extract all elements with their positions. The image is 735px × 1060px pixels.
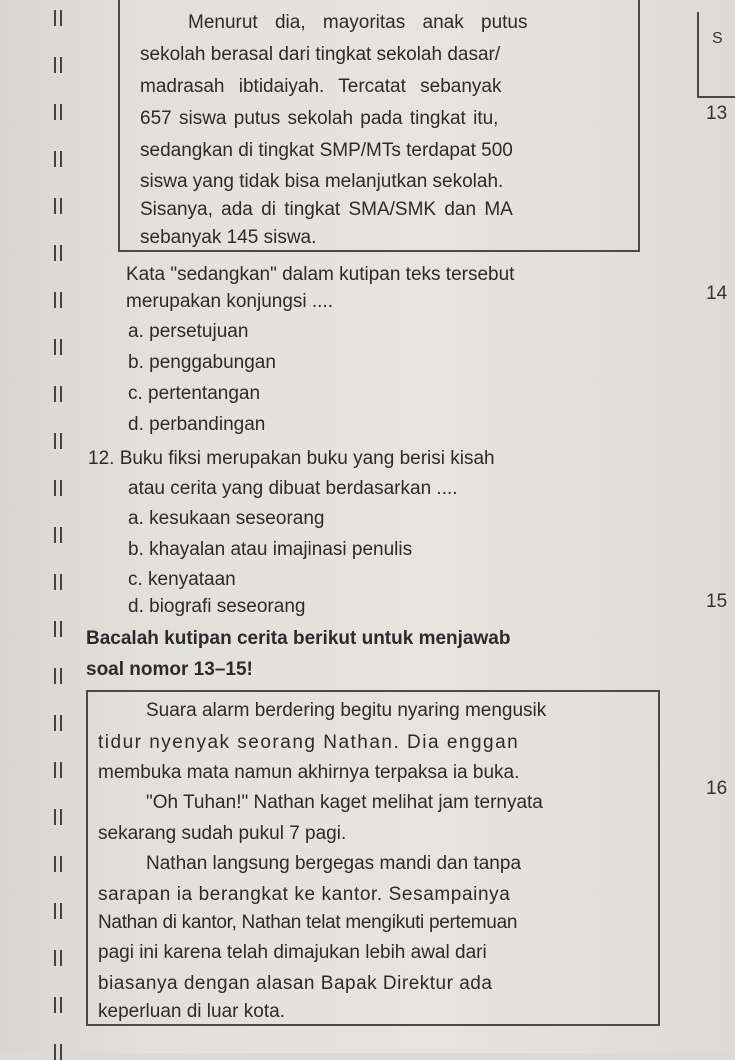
passage2-line: membuka mata namun akhirnya terpaksa ia buka.	[98, 762, 520, 783]
q11-option-d: d. perbandingan	[128, 414, 266, 435]
binding-mark	[54, 151, 62, 167]
binding-mark	[54, 668, 62, 684]
passage2-line: keperluan di luar kota.	[98, 1001, 285, 1022]
next-column-box	[697, 12, 735, 98]
passage1-line: siswa yang tidak bisa melanjutkan sekolah.	[140, 171, 504, 192]
q12-stem: 12. Buku fiksi merupakan buku yang berisi kisah	[88, 448, 495, 469]
binding-mark	[54, 292, 62, 308]
q11-stem: Kata "sedangkan" dalam kutipan teks tersebut	[126, 264, 515, 285]
passage2-line: sarapan ia berangkat ke kantor. Sesampainya	[98, 884, 511, 905]
binding-mark	[54, 997, 62, 1013]
passage2-line: sekarang sudah pukul 7 pagi.	[98, 823, 347, 844]
binding-mark	[54, 574, 62, 590]
q12-stem: atau cerita yang dibuat berdasarkan ....	[128, 478, 458, 499]
q11-option-c: c. pertentangan	[128, 383, 261, 404]
instruction-text: Bacalah kutipan cerita berikut untuk menjawab	[86, 628, 511, 649]
q11-stem: merupakan konjungsi ....	[126, 291, 334, 312]
binding-mark	[54, 386, 62, 402]
question-number-13: 13	[706, 103, 728, 124]
passage2-line: Nathan langsung bergegas mandi dan tanpa	[146, 853, 522, 874]
binding-mark	[54, 480, 62, 496]
binding-mark	[54, 198, 62, 214]
binding-mark	[54, 856, 62, 872]
q11-option-b: b. penggabungan	[128, 352, 276, 373]
passage2-line: pagi ini karena telah dimajukan lebih awal dari	[98, 942, 487, 963]
question-number-16: 16	[706, 778, 728, 799]
passage2-line: Nathan di kantor, Nathan telat mengikuti pertemuan	[98, 912, 518, 933]
passage2-line: Suara alarm berdering begitu nyaring mengusik	[146, 700, 547, 721]
passage1-line: madrasah ibtidaiyah. Tercatat sebanyak	[140, 76, 502, 97]
question-number-15: 15	[706, 591, 728, 612]
spiral-binding	[54, 0, 62, 1053]
passage1-line: sedangkan di tingkat SMP/MTs terdapat 500	[140, 140, 513, 161]
q12-option-d: d. biografi seseorang	[128, 596, 306, 617]
q11-option-a: a. persetujuan	[128, 321, 249, 342]
passage2-line: tidur nyenyak seorang Nathan. Dia enggan	[98, 732, 520, 753]
q12-option-a: a. kesukaan seseorang	[128, 508, 325, 529]
binding-mark	[54, 433, 62, 449]
binding-mark	[54, 104, 62, 120]
binding-mark	[54, 245, 62, 261]
q12-option-c: c. kenyataan	[128, 569, 236, 590]
binding-mark	[54, 527, 62, 543]
passage1-line: Sisanya, ada di tingkat SMA/SMK dan MA	[140, 199, 513, 220]
binding-mark	[54, 621, 62, 637]
passage1-line: 657 siswa putus sekolah pada tingkat itu,	[140, 108, 499, 129]
next-column-letter: S	[712, 30, 723, 47]
binding-mark	[54, 1044, 62, 1060]
passage1-line: Menurut dia, mayoritas anak putus	[188, 12, 528, 33]
passage2-line: biasanya dengan alasan Bapak Direktur ada	[98, 973, 493, 994]
binding-mark	[54, 950, 62, 966]
binding-mark	[54, 715, 62, 731]
binding-mark	[54, 762, 62, 778]
binding-mark	[54, 57, 62, 73]
binding-mark	[54, 903, 62, 919]
binding-mark	[54, 10, 62, 26]
passage1-line: sebanyak 145 siswa.	[140, 227, 317, 248]
q12-option-b: b. khayalan atau imajinasi penulis	[128, 539, 413, 560]
passage1-line: sekolah berasal dari tingkat sekolah dasar/	[140, 44, 501, 65]
binding-mark	[54, 339, 62, 355]
binding-mark	[54, 809, 62, 825]
instruction-text: soal nomor 13–15!	[86, 659, 253, 680]
passage2-line: "Oh Tuhan!" Nathan kaget melihat jam ternyata	[146, 792, 543, 813]
question-number-14: 14	[706, 283, 728, 304]
